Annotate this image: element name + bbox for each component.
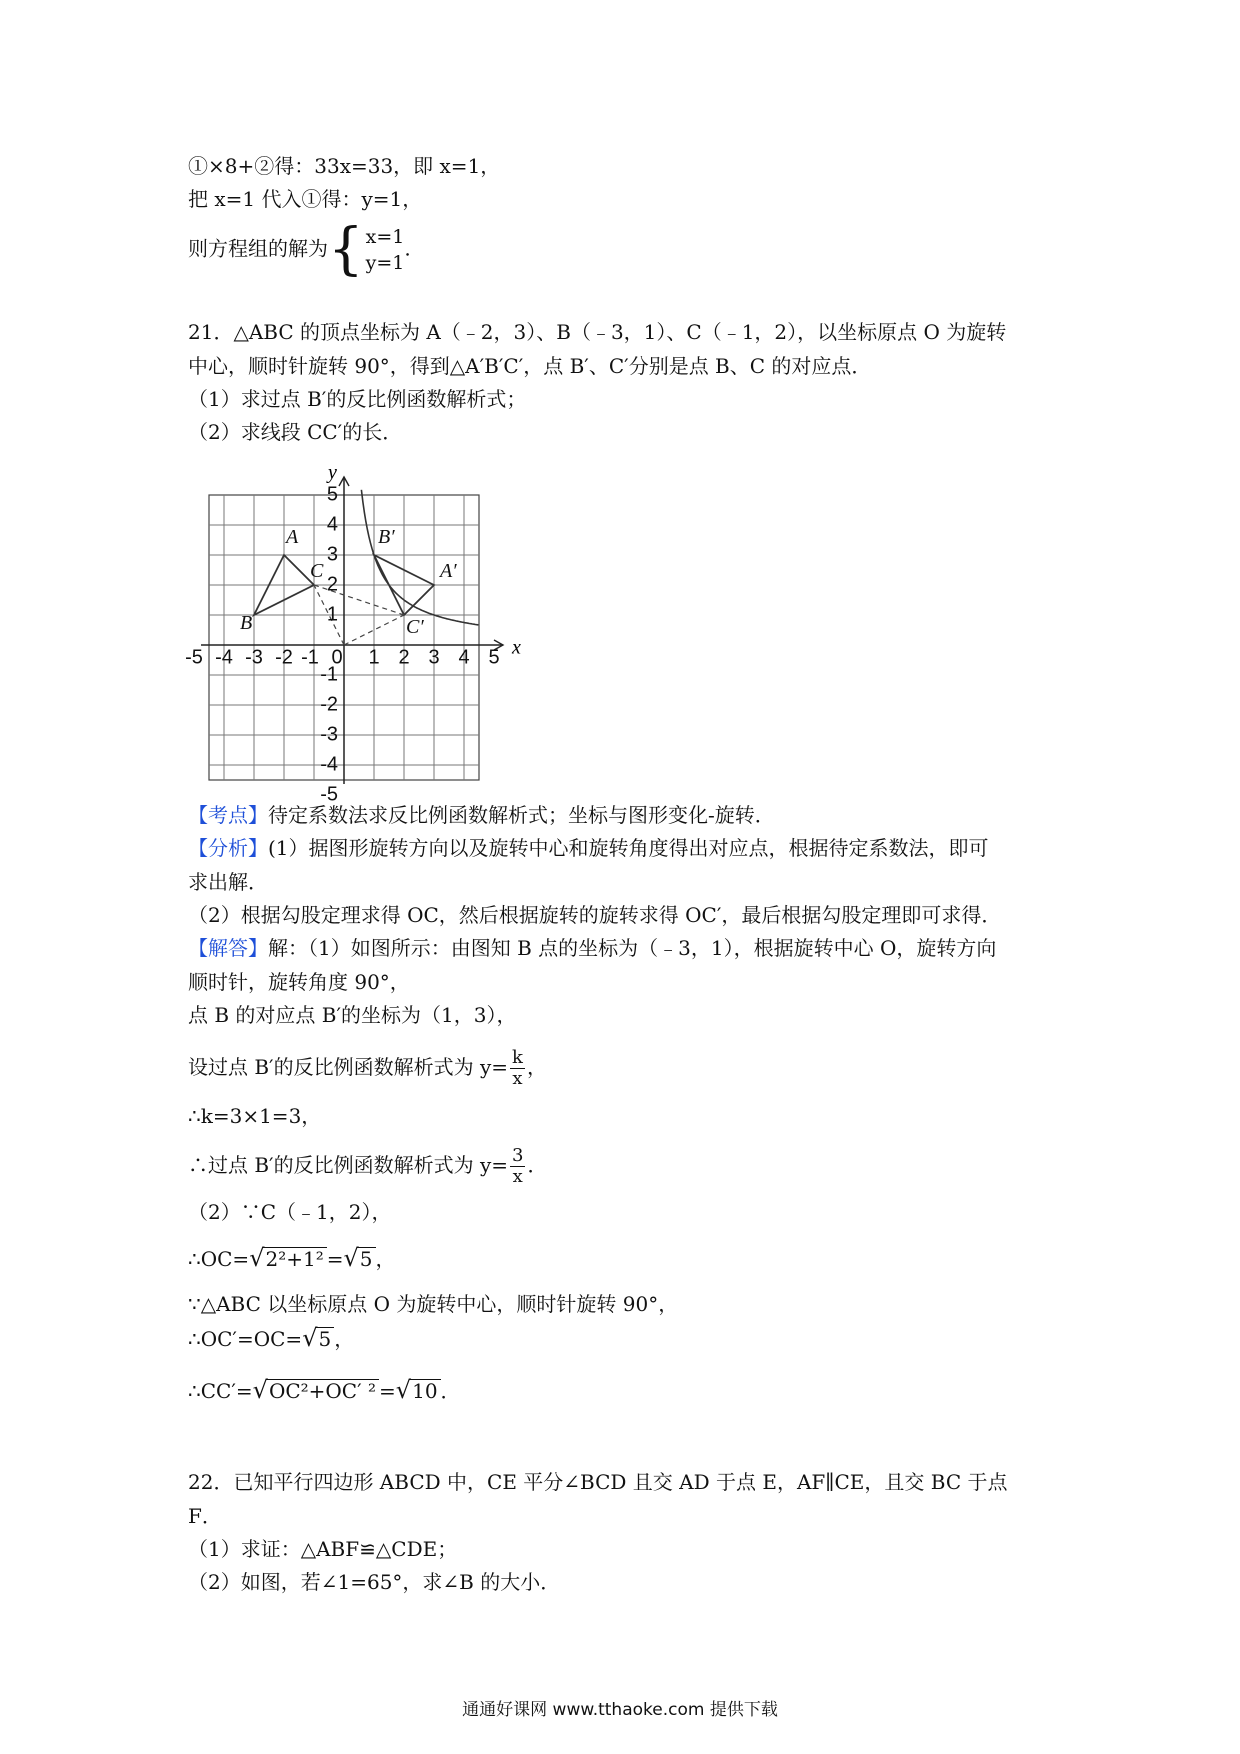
y-tick-label: 5 [326,483,338,506]
jieda-text-1: 解：（1）如图所示：由图知 B 点的坐标为（﹣3，1），根据旋转中心 O，旋转方向 [268,936,997,960]
equation-solution-line [188,217,411,282]
y-tick-label: -2 [320,693,338,716]
sqrt-icon: √ [252,1376,268,1404]
solution-prefix: 则方程组的解为 [188,236,328,261]
step-5-prefix: ∴OC= [188,1247,250,1271]
step-1-prefix: 设过点 B′的反比例函数解析式为 y= [188,1055,509,1079]
x-axis-label: x [512,636,521,659]
x-tick-label: -3 [245,646,263,669]
coordinate-graph [185,448,526,806]
labels [185,462,521,806]
step-3-prefix: ∴过点 B′的反比例函数解析式为 y= [188,1153,509,1177]
radicand: 2²+1² [262,1247,326,1270]
equals-sign: = [326,1247,344,1271]
x-tick-label: 3 [428,646,440,669]
step-1-suffix: ， [526,1055,547,1079]
equation-system [328,217,405,282]
equation-line-1: ①×8+②得：33x=33，即 x=1， [188,154,501,178]
point-label: B [240,612,253,634]
system-row-2: y=1 [365,252,405,274]
x-tick-label: 4 [458,646,470,669]
x-tick-label: 1 [368,646,380,669]
step-6: ∵△ABC 以坐标原点 O 为旋转中心，顺时针旋转 90°， [188,1292,679,1316]
jieda-line-2: 顺时针，旋转角度 90°， [188,970,410,994]
q21-stem-line-1: 21．△ABC 的顶点坐标为 A（﹣2，3）、B（﹣3，1）、C（﹣1，2），以坐标原点 O 为旋转 [188,320,1007,344]
brace-icon: { [328,217,364,282]
step-8-prefix: ∴CC′= [188,1379,253,1403]
kaodian-line [188,801,775,829]
step-5-suffix: ， [375,1247,396,1271]
frac-denominator: x [512,1166,523,1187]
solution-suffix: . [404,236,411,261]
kaodian-tag: 【考点】 [188,803,268,827]
step-2: ∴k=3×1=3， [188,1104,322,1128]
fenxi-tag: 【分析】 [188,836,268,860]
step-1 [188,1048,547,1089]
y-tick-label: -4 [320,753,338,776]
radicand: 10 [409,1379,440,1402]
radicand: 5 [357,1247,376,1270]
frac-numerator: 3 [512,1145,524,1166]
footer-source: 通通好课网 www.tthaoke.com 提供下载 [462,1700,778,1720]
radicand: 5 [315,1327,334,1350]
system-row-1: x=1 [365,226,405,248]
q21-part-1: （1）求过点 B′的反比例函数解析式； [188,387,527,411]
frac-numerator: k [512,1047,523,1068]
q22-part-1: （1）求证：△ABF≌△CDE； [188,1537,458,1561]
sqrt-icon: √ [343,1244,359,1272]
x-tick-label: -1 [301,646,319,669]
x-tick-label: -2 [275,646,293,669]
radicand: OC²+OC′ ² [266,1379,379,1402]
fenxi-line-3: （2）根据勾股定理求得 OC，然后根据旋转的旋转求得 OC′，最后根据勾股定理即可求得． [188,903,1002,927]
sqrt-icon: √ [302,1324,318,1352]
q22-part-2: （2）如图，若∠1=65°，求∠B 的大小． [188,1570,561,1594]
point-label: B′ [378,526,395,548]
step-7 [188,1324,354,1353]
x-tick-label: 0 [331,646,343,669]
q21-stem-line-2: 中心，顺时针旋转 90°，得到△A′B′C′，点 B′、C′分别是点 B、C 的对应点． [188,354,872,378]
equation-line-2: 把 x=1 代入①得：y=1， [188,187,423,211]
q22-stem-line-2: F． [188,1504,222,1528]
y-tick-label: -1 [320,663,338,686]
point-label: A [286,526,299,548]
step-4: （2）∵C（﹣1，2）， [188,1200,392,1224]
x-tick-label: -5 [185,646,203,669]
x-tick-label: -4 [215,646,233,669]
y-tick-label: 3 [326,543,338,566]
step-7-suffix: ， [334,1327,355,1351]
y-tick-label: 4 [326,513,338,536]
kaodian-text: 待定系数法求反比例函数解析式；坐标与图形变化-旋转． [268,803,775,827]
fenxi-text-1: (1）据图形旋转方向以及旋转中心和旋转角度得出对应点，根据待定系数法，即可 [268,836,989,860]
fenxi-line-2: 求出解． [188,870,268,894]
step-8-suffix: ． [440,1379,461,1403]
fraction-k-over-x [510,1048,525,1089]
step-8 [188,1376,461,1405]
jieda-tag: 【解答】 [188,936,268,960]
x-tick-label: 5 [488,646,500,669]
q21-part-2: （2）求线段 CC′的长． [188,420,403,444]
y-tick-label: 2 [326,573,338,596]
fenxi-line-1 [188,834,989,862]
equals-sign: = [379,1379,396,1403]
jieda-line-1 [188,934,996,962]
frac-denominator: x [512,1068,523,1089]
point-label: C [310,560,324,582]
y-axis-label: y [328,461,337,484]
sqrt-icon: √ [249,1244,265,1272]
step-3-suffix: ． [527,1153,548,1177]
y-tick-label: 1 [326,603,338,626]
q22-stem-line-1: 22．已知平行四边形 ABCD 中，CE 平分∠BCD 且交 AD 于点 E，AF∥CE，且交 BC 于点 [188,1470,1008,1494]
point-label: C′ [406,616,424,638]
x-tick-label: 2 [398,646,410,669]
step-5 [188,1244,396,1273]
step-3 [188,1146,547,1187]
jieda-line-3: 点 B 的对应点 B′的坐标为（1，3）， [188,1003,517,1027]
y-tick-label: -3 [320,723,338,746]
fraction-3-over-x [510,1146,525,1187]
step-7-prefix: ∴OC′=OC= [188,1327,303,1351]
sqrt-icon: √ [395,1376,412,1404]
y-tick-label: -5 [320,783,338,806]
point-label: A′ [440,560,457,582]
